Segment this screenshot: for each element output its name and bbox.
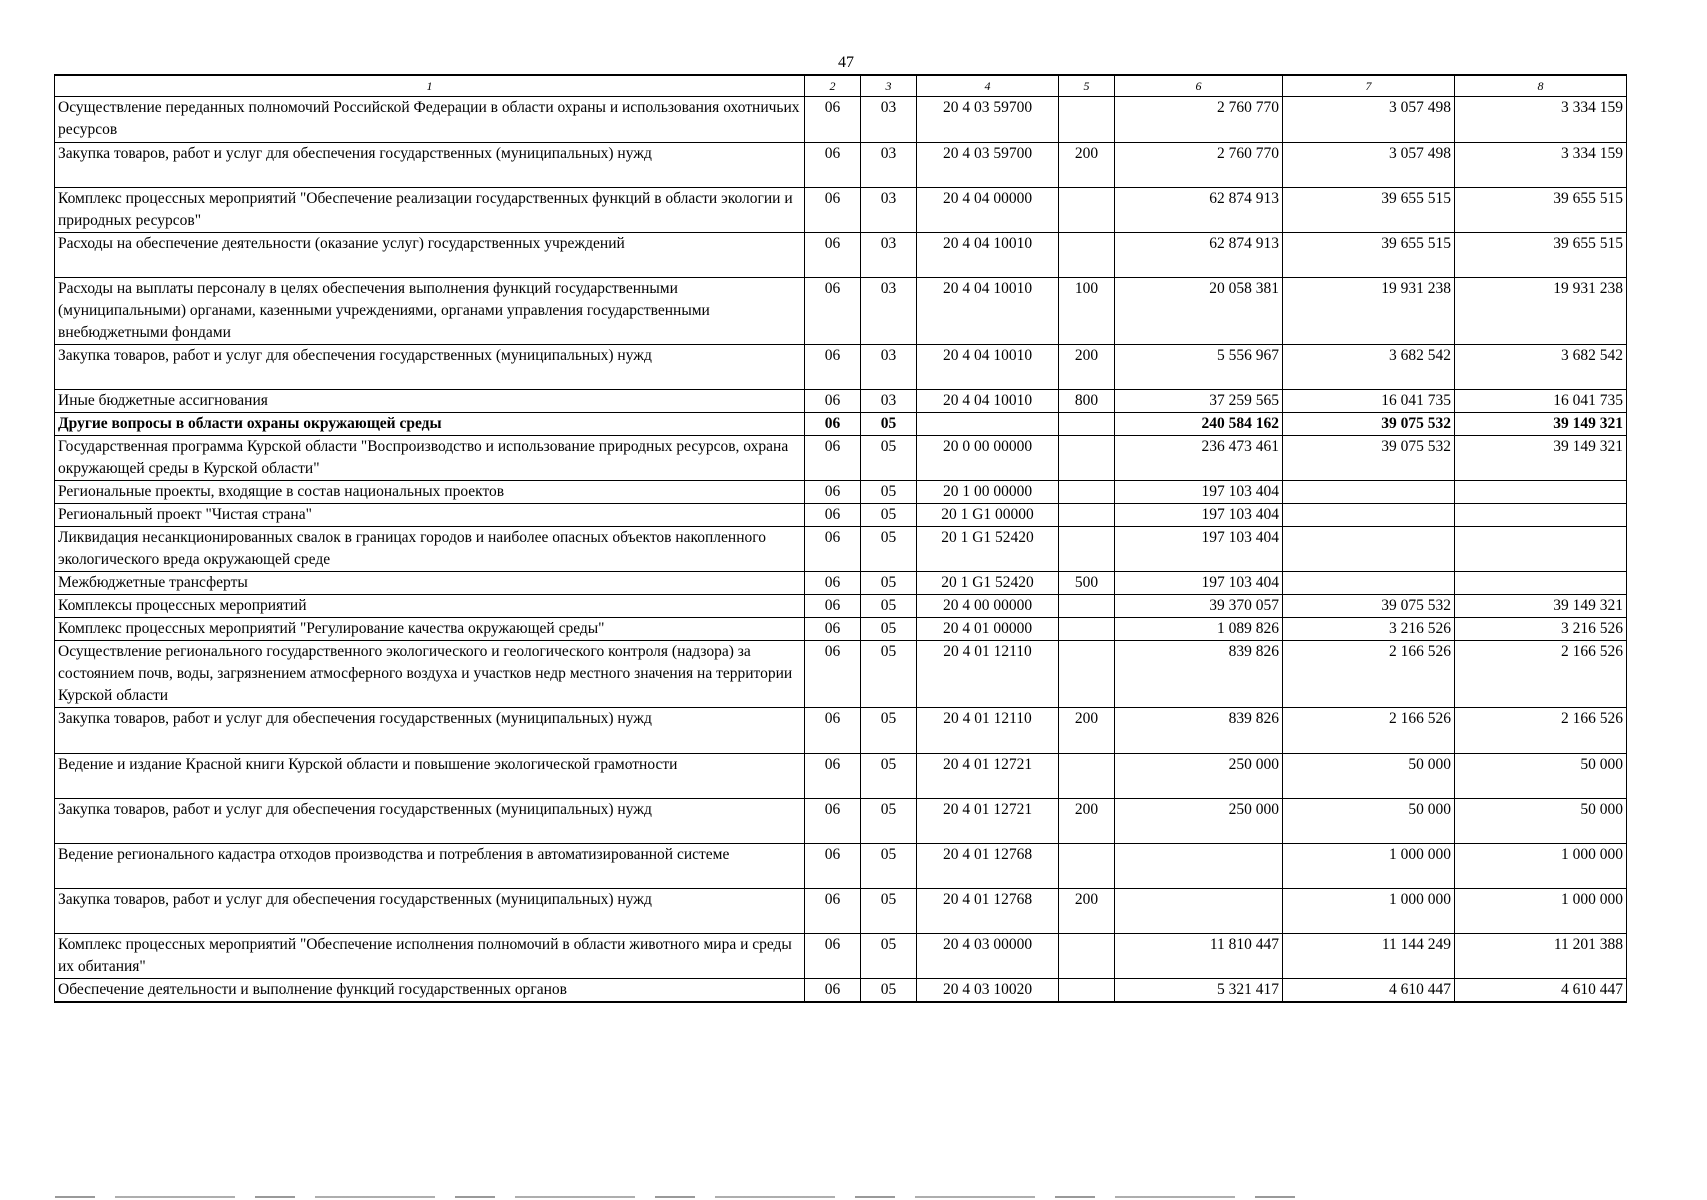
row-subsection-code: 03 (861, 188, 917, 233)
row-section-code: 06 (805, 481, 861, 504)
row-amount-col8: 3 334 159 (1455, 97, 1627, 143)
row-section-code: 06 (805, 618, 861, 641)
row-section-code: 06 (805, 390, 861, 413)
row-subsection-code: 03 (861, 390, 917, 413)
row-amount-col7 (1283, 527, 1455, 572)
row-section-code: 06 (805, 889, 861, 934)
table-row (55, 889, 1627, 934)
row-amount-col7: 3 682 542 (1283, 345, 1455, 390)
row-expense-type (1059, 754, 1115, 799)
table-row (55, 413, 1627, 436)
row-amount-col6: 39 370 057 (1115, 595, 1283, 618)
row-description: Комплексы процессных мероприятий (55, 595, 805, 618)
row-section-code: 06 (805, 188, 861, 233)
table-row (55, 754, 1627, 799)
row-expense-type (1059, 527, 1115, 572)
row-amount-col7: 2 166 526 (1283, 708, 1455, 754)
row-amount-col6: 5 321 417 (1115, 979, 1283, 1003)
row-subsection-code: 05 (861, 754, 917, 799)
row-description: Закупка товаров, работ и услуг для обеспечения государственных (муниципальных) нужд (55, 889, 805, 934)
row-description: Ведение регионального кадастра отходов производства и потребления в автоматизированной системе (55, 844, 805, 889)
row-amount-col7: 39 655 515 (1283, 188, 1455, 233)
row-subsection-code: 05 (861, 527, 917, 572)
row-subsection-code: 05 (861, 979, 917, 1003)
row-description: Комплекс процессных мероприятий "Обеспечение исполнения полномочий в области животного мира и среды их обитания" (55, 934, 805, 979)
row-amount-col8: 50 000 (1455, 799, 1627, 844)
row-amount-col7: 2 166 526 (1283, 641, 1455, 708)
row-amount-col8: 39 655 515 (1455, 188, 1627, 233)
row-target-article: 20 4 03 59700 (917, 143, 1059, 188)
row-description: Расходы на выплаты персоналу в целях обеспечения выполнения функций государственными (муниципальными) органами, казенными учреждениями, органами управления государственными внебюджетными фондами (55, 278, 805, 345)
page-number: 47 (838, 54, 854, 71)
header-col-8: 8 (1455, 75, 1627, 97)
row-amount-col6: 197 103 404 (1115, 527, 1283, 572)
row-amount-col6: 240 584 162 (1115, 413, 1283, 436)
row-expense-type (1059, 188, 1115, 233)
budget-table (54, 74, 1627, 1003)
table-row (55, 979, 1627, 1003)
row-amount-col7: 39 075 532 (1283, 413, 1455, 436)
header-col-4: 4 (917, 75, 1059, 97)
row-subsection-code: 03 (861, 278, 917, 345)
row-amount-col8: 3 216 526 (1455, 618, 1627, 641)
row-section-code: 06 (805, 527, 861, 572)
row-amount-col6: 62 874 913 (1115, 188, 1283, 233)
row-target-article: 20 4 01 12110 (917, 708, 1059, 754)
row-amount-col8: 39 655 515 (1455, 233, 1627, 278)
table-row (55, 595, 1627, 618)
row-section-code: 06 (805, 708, 861, 754)
row-description: Комплекс процессных мероприятий "Регулирование качества окружающей среды" (55, 618, 805, 641)
row-expense-type: 800 (1059, 390, 1115, 413)
row-subsection-code: 05 (861, 844, 917, 889)
table-row (55, 436, 1627, 481)
row-section-code: 06 (805, 504, 861, 527)
row-subsection-code: 03 (861, 143, 917, 188)
row-subsection-code: 05 (861, 595, 917, 618)
header-col-3: 3 (861, 75, 917, 97)
table-row (55, 844, 1627, 889)
row-amount-col6: 839 826 (1115, 641, 1283, 708)
row-amount-col7: 19 931 238 (1283, 278, 1455, 345)
row-amount-col6: 5 556 967 (1115, 345, 1283, 390)
row-expense-type: 200 (1059, 708, 1115, 754)
row-section-code: 06 (805, 979, 861, 1003)
row-subsection-code: 03 (861, 233, 917, 278)
row-amount-col8: 1 000 000 (1455, 844, 1627, 889)
row-description: Межбюджетные трансферты (55, 572, 805, 595)
row-amount-col8: 16 041 735 (1455, 390, 1627, 413)
row-expense-type (1059, 481, 1115, 504)
table-row (55, 390, 1627, 413)
row-target-article: 20 1 G1 52420 (917, 572, 1059, 595)
row-subsection-code: 05 (861, 504, 917, 527)
row-description: Региональные проекты, входящие в состав национальных проектов (55, 481, 805, 504)
row-description: Осуществление регионального государственного экологического и геологического контроля (надзора) за состоянием почв, воды, загрязнением атмосферного воздуха и участков недр местного значения на территории Курской области (55, 641, 805, 708)
row-target-article: 20 4 03 10020 (917, 979, 1059, 1003)
row-subsection-code: 03 (861, 345, 917, 390)
row-description: Ведение и издание Красной книги Курской области и повышение экологической грамотности (55, 754, 805, 799)
header-col-6: 6 (1115, 75, 1283, 97)
row-amount-col8: 39 149 321 (1455, 436, 1627, 481)
row-amount-col8: 50 000 (1455, 754, 1627, 799)
row-amount-col6: 839 826 (1115, 708, 1283, 754)
row-target-article: 20 1 G1 52420 (917, 527, 1059, 572)
row-subsection-code: 05 (861, 708, 917, 754)
row-amount-col8: 2 166 526 (1455, 641, 1627, 708)
row-subsection-code: 05 (861, 934, 917, 979)
row-target-article: 20 4 03 59700 (917, 97, 1059, 143)
table-row (55, 572, 1627, 595)
row-amount-col7: 4 610 447 (1283, 979, 1455, 1003)
row-amount-col6: 197 103 404 (1115, 572, 1283, 595)
row-amount-col8 (1455, 572, 1627, 595)
row-section-code: 06 (805, 97, 861, 143)
table-row (55, 278, 1627, 345)
row-subsection-code: 05 (861, 618, 917, 641)
table-row (55, 233, 1627, 278)
row-amount-col7: 1 000 000 (1283, 889, 1455, 934)
row-amount-col8: 4 610 447 (1455, 979, 1627, 1003)
table-row (55, 143, 1627, 188)
row-subsection-code: 05 (861, 799, 917, 844)
row-section-code: 06 (805, 278, 861, 345)
row-amount-col7: 3 057 498 (1283, 143, 1455, 188)
row-expense-type: 100 (1059, 278, 1115, 345)
row-target-article (917, 413, 1059, 436)
row-target-article: 20 0 00 00000 (917, 436, 1059, 481)
header-col-1: 1 (55, 75, 805, 97)
row-amount-col8 (1455, 504, 1627, 527)
row-amount-col7: 39 075 532 (1283, 436, 1455, 481)
table-row (55, 188, 1627, 233)
row-expense-type (1059, 436, 1115, 481)
row-subsection-code: 05 (861, 889, 917, 934)
row-amount-col7 (1283, 481, 1455, 504)
row-amount-col7: 16 041 735 (1283, 390, 1455, 413)
table-row (55, 618, 1627, 641)
row-expense-type (1059, 979, 1115, 1003)
row-target-article: 20 4 04 10010 (917, 390, 1059, 413)
row-amount-col7 (1283, 504, 1455, 527)
row-expense-type (1059, 595, 1115, 618)
row-description: Закупка товаров, работ и услуг для обеспечения государственных (муниципальных) нужд (55, 708, 805, 754)
row-amount-col6: 62 874 913 (1115, 233, 1283, 278)
row-target-article: 20 4 01 12768 (917, 844, 1059, 889)
row-subsection-code: 03 (861, 97, 917, 143)
row-target-article: 20 4 04 10010 (917, 345, 1059, 390)
table-row (55, 641, 1627, 708)
header-col-5: 5 (1059, 75, 1115, 97)
table-row (55, 97, 1627, 143)
row-amount-col6: 250 000 (1115, 754, 1283, 799)
row-target-article: 20 4 01 12721 (917, 754, 1059, 799)
row-amount-col7: 3 057 498 (1283, 97, 1455, 143)
row-target-article: 20 4 04 10010 (917, 278, 1059, 345)
row-expense-type (1059, 413, 1115, 436)
header-col-2: 2 (805, 75, 861, 97)
table-header-row (55, 75, 1627, 97)
row-amount-col8: 11 201 388 (1455, 934, 1627, 979)
row-amount-col8: 3 334 159 (1455, 143, 1627, 188)
row-amount-col8: 2 166 526 (1455, 708, 1627, 754)
row-target-article: 20 4 00 00000 (917, 595, 1059, 618)
row-amount-col7: 1 000 000 (1283, 844, 1455, 889)
row-amount-col6: 250 000 (1115, 799, 1283, 844)
row-section-code: 06 (805, 754, 861, 799)
row-expense-type (1059, 97, 1115, 143)
row-subsection-code: 05 (861, 481, 917, 504)
row-section-code: 06 (805, 934, 861, 979)
scan-artifact-line (55, 1196, 1315, 1198)
row-amount-col8: 39 149 321 (1455, 595, 1627, 618)
row-amount-col6: 11 810 447 (1115, 934, 1283, 979)
row-expense-type (1059, 233, 1115, 278)
row-amount-col8: 1 000 000 (1455, 889, 1627, 934)
row-amount-col7: 39 075 532 (1283, 595, 1455, 618)
row-description: Ликвидация несанкционированных свалок в границах городов и наиболее опасных объектов накопленного экологического вреда окружающей среде (55, 527, 805, 572)
row-amount-col8: 19 931 238 (1455, 278, 1627, 345)
table-row (55, 799, 1627, 844)
row-subsection-code: 05 (861, 572, 917, 595)
row-subsection-code: 05 (861, 436, 917, 481)
row-expense-type (1059, 844, 1115, 889)
row-section-code: 06 (805, 799, 861, 844)
row-amount-col8: 39 149 321 (1455, 413, 1627, 436)
row-description: Региональный проект "Чистая страна" (55, 504, 805, 527)
row-target-article: 20 4 01 12110 (917, 641, 1059, 708)
row-description: Другие вопросы в области охраны окружающей среды (55, 413, 805, 436)
row-amount-col6 (1115, 889, 1283, 934)
row-section-code: 06 (805, 595, 861, 618)
table-row (55, 708, 1627, 754)
row-target-article: 20 4 01 12721 (917, 799, 1059, 844)
row-amount-col6: 2 760 770 (1115, 143, 1283, 188)
row-description: Расходы на обеспечение деятельности (оказание услуг) государственных учреждений (55, 233, 805, 278)
row-expense-type (1059, 504, 1115, 527)
row-section-code: 06 (805, 233, 861, 278)
row-description: Комплекс процессных мероприятий "Обеспечение реализации государственных функций в области экологии и природных ресурсов" (55, 188, 805, 233)
row-section-code: 06 (805, 844, 861, 889)
row-expense-type: 200 (1059, 889, 1115, 934)
row-amount-col6: 197 103 404 (1115, 504, 1283, 527)
header-col-7: 7 (1283, 75, 1455, 97)
row-target-article: 20 1 G1 00000 (917, 504, 1059, 527)
row-expense-type: 200 (1059, 345, 1115, 390)
row-expense-type (1059, 641, 1115, 708)
row-section-code: 06 (805, 345, 861, 390)
row-amount-col6: 37 259 565 (1115, 390, 1283, 413)
row-description: Закупка товаров, работ и услуг для обеспечения государственных (муниципальных) нужд (55, 345, 805, 390)
row-amount-col6: 2 760 770 (1115, 97, 1283, 143)
row-target-article: 20 4 01 12768 (917, 889, 1059, 934)
row-expense-type: 200 (1059, 799, 1115, 844)
row-amount-col7: 11 144 249 (1283, 934, 1455, 979)
table-row (55, 345, 1627, 390)
row-section-code: 06 (805, 572, 861, 595)
row-section-code: 06 (805, 143, 861, 188)
row-amount-col7 (1283, 572, 1455, 595)
table-row (55, 504, 1627, 527)
table-row (55, 481, 1627, 504)
row-description: Обеспечение деятельности и выполнение функций государственных органов (55, 979, 805, 1003)
row-target-article: 20 1 00 00000 (917, 481, 1059, 504)
table-row (55, 527, 1627, 572)
row-target-article: 20 4 04 00000 (917, 188, 1059, 233)
row-expense-type: 500 (1059, 572, 1115, 595)
row-section-code: 06 (805, 436, 861, 481)
row-amount-col8 (1455, 527, 1627, 572)
row-description: Государственная программа Курской области "Воспроизводство и использование природных ресурсов, охрана окружающей среды в Курской области" (55, 436, 805, 481)
row-expense-type: 200 (1059, 143, 1115, 188)
row-expense-type (1059, 934, 1115, 979)
row-description: Закупка товаров, работ и услуг для обеспечения государственных (муниципальных) нужд (55, 799, 805, 844)
row-subsection-code: 05 (861, 413, 917, 436)
row-target-article: 20 4 04 10010 (917, 233, 1059, 278)
row-section-code: 06 (805, 641, 861, 708)
row-description: Закупка товаров, работ и услуг для обеспечения государственных (муниципальных) нужд (55, 143, 805, 188)
row-amount-col8 (1455, 481, 1627, 504)
row-amount-col6 (1115, 844, 1283, 889)
row-amount-col6: 236 473 461 (1115, 436, 1283, 481)
row-description: Иные бюджетные ассигнования (55, 390, 805, 413)
row-section-code: 06 (805, 413, 861, 436)
row-target-article: 20 4 01 00000 (917, 618, 1059, 641)
row-amount-col7: 39 655 515 (1283, 233, 1455, 278)
row-target-article: 20 4 03 00000 (917, 934, 1059, 979)
table-row (55, 934, 1627, 979)
row-expense-type (1059, 618, 1115, 641)
row-subsection-code: 05 (861, 641, 917, 708)
row-amount-col6: 1 089 826 (1115, 618, 1283, 641)
row-amount-col7: 50 000 (1283, 754, 1455, 799)
row-amount-col7: 3 216 526 (1283, 618, 1455, 641)
row-amount-col7: 50 000 (1283, 799, 1455, 844)
row-description: Осуществление переданных полномочий Российской Федерации в области охраны и использования охотничьих ресурсов (55, 97, 805, 143)
row-amount-col6: 20 058 381 (1115, 278, 1283, 345)
row-amount-col8: 3 682 542 (1455, 345, 1627, 390)
row-amount-col6: 197 103 404 (1115, 481, 1283, 504)
